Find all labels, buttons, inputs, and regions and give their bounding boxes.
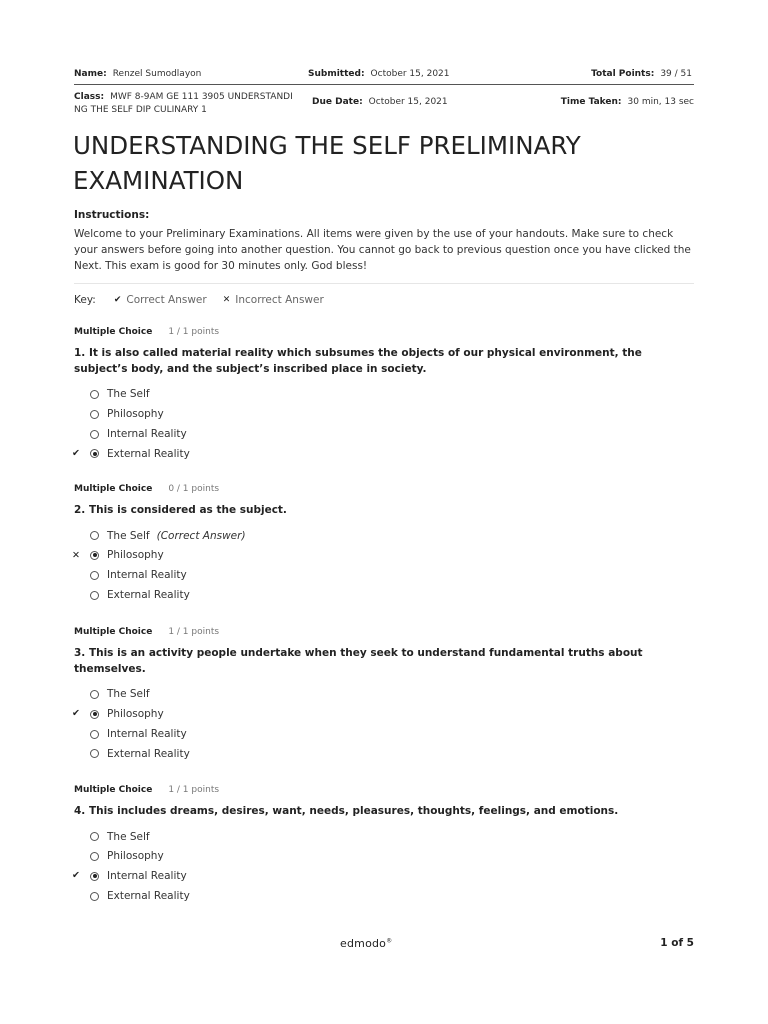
total-points bbox=[591, 69, 692, 79]
option-label: Philosophy bbox=[107, 850, 164, 863]
question-text: 4. This includes dreams, desires, want, needs, pleasures, thoughts, feelings, and emotions. bbox=[74, 805, 619, 817]
time-taken bbox=[561, 97, 694, 107]
answer-option bbox=[74, 827, 694, 847]
radio-empty-icon bbox=[90, 832, 99, 841]
radio-empty-icon bbox=[90, 390, 99, 399]
option-label: Internal Reality bbox=[107, 870, 187, 883]
answer-option bbox=[74, 685, 694, 705]
answer-option bbox=[74, 444, 694, 464]
name-label: Name: bbox=[74, 69, 107, 79]
question-type-label: Multiple Choice bbox=[74, 484, 153, 494]
answer-option bbox=[74, 526, 694, 546]
key-label: Key: bbox=[74, 294, 96, 306]
option-label: External Reality bbox=[107, 589, 190, 602]
radio-empty-icon bbox=[90, 430, 99, 439]
answer-option bbox=[74, 565, 694, 585]
question-points: 1 / 1 points bbox=[168, 327, 220, 337]
student-name bbox=[74, 69, 201, 79]
option-label: The Self bbox=[107, 529, 150, 542]
option-label: External Reality bbox=[107, 747, 190, 760]
question-type bbox=[74, 327, 694, 341]
question-type bbox=[74, 785, 694, 799]
time-label: Time Taken: bbox=[560, 97, 622, 107]
instructions-heading: Instructions: bbox=[74, 209, 150, 221]
question-type-label: Multiple Choice bbox=[74, 785, 153, 795]
radio-empty-icon bbox=[90, 892, 99, 901]
question-text: 2. This is considered as the subject. bbox=[74, 504, 287, 516]
question-4 bbox=[74, 785, 694, 906]
options-list bbox=[74, 526, 694, 605]
submitted-date bbox=[308, 69, 450, 79]
answer-option bbox=[74, 724, 694, 744]
question-2 bbox=[74, 484, 694, 605]
class-info bbox=[74, 91, 294, 117]
radio-empty-icon bbox=[90, 852, 99, 861]
option-label: External Reality bbox=[107, 890, 190, 903]
due-label: Due Date: bbox=[312, 97, 363, 107]
options-list bbox=[74, 827, 694, 906]
registered-mark: ® bbox=[386, 937, 393, 945]
header-row-2 bbox=[74, 90, 694, 118]
radio-empty-icon bbox=[90, 749, 99, 758]
question-text: 3. This is an activity people undertake when they seek to understand fundamental truths about themselves. bbox=[74, 647, 643, 675]
answer-key-legend bbox=[74, 294, 340, 306]
submitted-value: October 15, 2021 bbox=[370, 69, 450, 79]
answer-option bbox=[74, 704, 694, 724]
radio-empty-icon bbox=[90, 571, 99, 580]
question-1 bbox=[74, 327, 694, 464]
answer-option bbox=[74, 847, 694, 867]
option-label: Philosophy bbox=[107, 708, 164, 721]
question-points: 1 / 1 points bbox=[168, 627, 220, 637]
option-label: The Self bbox=[107, 830, 150, 843]
divider bbox=[74, 283, 694, 284]
question-type bbox=[74, 627, 694, 641]
option-label: Internal Reality bbox=[107, 569, 187, 582]
question-text: 1. It is also called material reality which subsumes the objects of our physical environment, the subject’s body, and the subject’s inscribed place in society. bbox=[74, 347, 642, 375]
edmodo-logo bbox=[340, 937, 392, 950]
header-row-1 bbox=[74, 68, 694, 85]
option-label: Philosophy bbox=[107, 549, 164, 562]
radio-selected-icon bbox=[90, 551, 99, 560]
correct-answer-note: (Correct Answer) bbox=[156, 529, 246, 542]
radio-empty-icon bbox=[90, 690, 99, 699]
answer-option bbox=[74, 546, 694, 566]
answer-option bbox=[74, 886, 694, 906]
option-label: Philosophy bbox=[107, 408, 164, 421]
question-3 bbox=[74, 627, 694, 764]
radio-empty-icon bbox=[90, 591, 99, 600]
radio-selected-icon bbox=[90, 872, 99, 881]
check-icon: ✔ bbox=[72, 447, 80, 459]
option-label: External Reality bbox=[107, 447, 190, 460]
instructions-body: Welcome to your Preliminary Examinations. All items were given by the use of your handouts. Make sure to check your answers before going into another question. You cannot go back to previous question once you have clicked the Next. This exam is good for 30 minutes only. God bless! bbox=[74, 228, 691, 272]
answer-option bbox=[74, 866, 694, 886]
option-label: Internal Reality bbox=[107, 428, 187, 441]
cross-icon: ✕ bbox=[222, 295, 231, 305]
class-label: Class: bbox=[74, 92, 105, 102]
class-value: MWF 8-9AM GE 111 3905 UNDERSTANDING THE SELF DIP CULINARY 1 bbox=[74, 92, 293, 115]
logo-text: edmodo bbox=[340, 937, 387, 950]
check-icon: ✔ bbox=[113, 295, 122, 305]
options-list bbox=[74, 685, 694, 764]
check-icon: ✔ bbox=[72, 708, 80, 720]
cross-icon: ✕ bbox=[72, 549, 80, 561]
total-value: 39 / 51 bbox=[660, 69, 692, 79]
question-points: 0 / 1 points bbox=[168, 484, 220, 494]
answer-option bbox=[74, 385, 694, 405]
due-value: October 15, 2021 bbox=[368, 97, 448, 107]
question-points: 1 / 1 points bbox=[168, 785, 220, 795]
submitted-label: Submitted: bbox=[308, 69, 365, 79]
options-list bbox=[74, 385, 694, 464]
option-label: The Self bbox=[107, 688, 150, 701]
answer-option bbox=[74, 744, 694, 764]
page-title: UNDERSTANDING THE SELF PRELIMINARY EXAMINATION bbox=[73, 131, 581, 195]
answer-option bbox=[74, 404, 694, 424]
radio-empty-icon bbox=[90, 531, 99, 540]
due-date bbox=[312, 97, 448, 107]
radio-empty-icon bbox=[90, 410, 99, 419]
question-type bbox=[74, 484, 694, 498]
name-value: Renzel Sumodlayon bbox=[112, 69, 202, 79]
time-value: 30 min, 13 sec bbox=[627, 97, 694, 107]
answer-option bbox=[74, 424, 694, 444]
question-type-label: Multiple Choice bbox=[74, 327, 153, 337]
question-type-label: Multiple Choice bbox=[74, 627, 153, 637]
option-label: The Self bbox=[107, 388, 150, 401]
correct-answer-label: Correct Answer bbox=[126, 294, 207, 306]
radio-selected-icon bbox=[90, 449, 99, 458]
incorrect-answer-label: Incorrect Answer bbox=[235, 294, 324, 306]
page-number: 1 of 5 bbox=[660, 937, 694, 949]
radio-selected-icon bbox=[90, 710, 99, 719]
option-label: Internal Reality bbox=[107, 728, 187, 741]
check-icon: ✔ bbox=[72, 870, 80, 882]
total-label: Total Points: bbox=[591, 69, 655, 79]
answer-option bbox=[74, 585, 694, 605]
radio-empty-icon bbox=[90, 730, 99, 739]
